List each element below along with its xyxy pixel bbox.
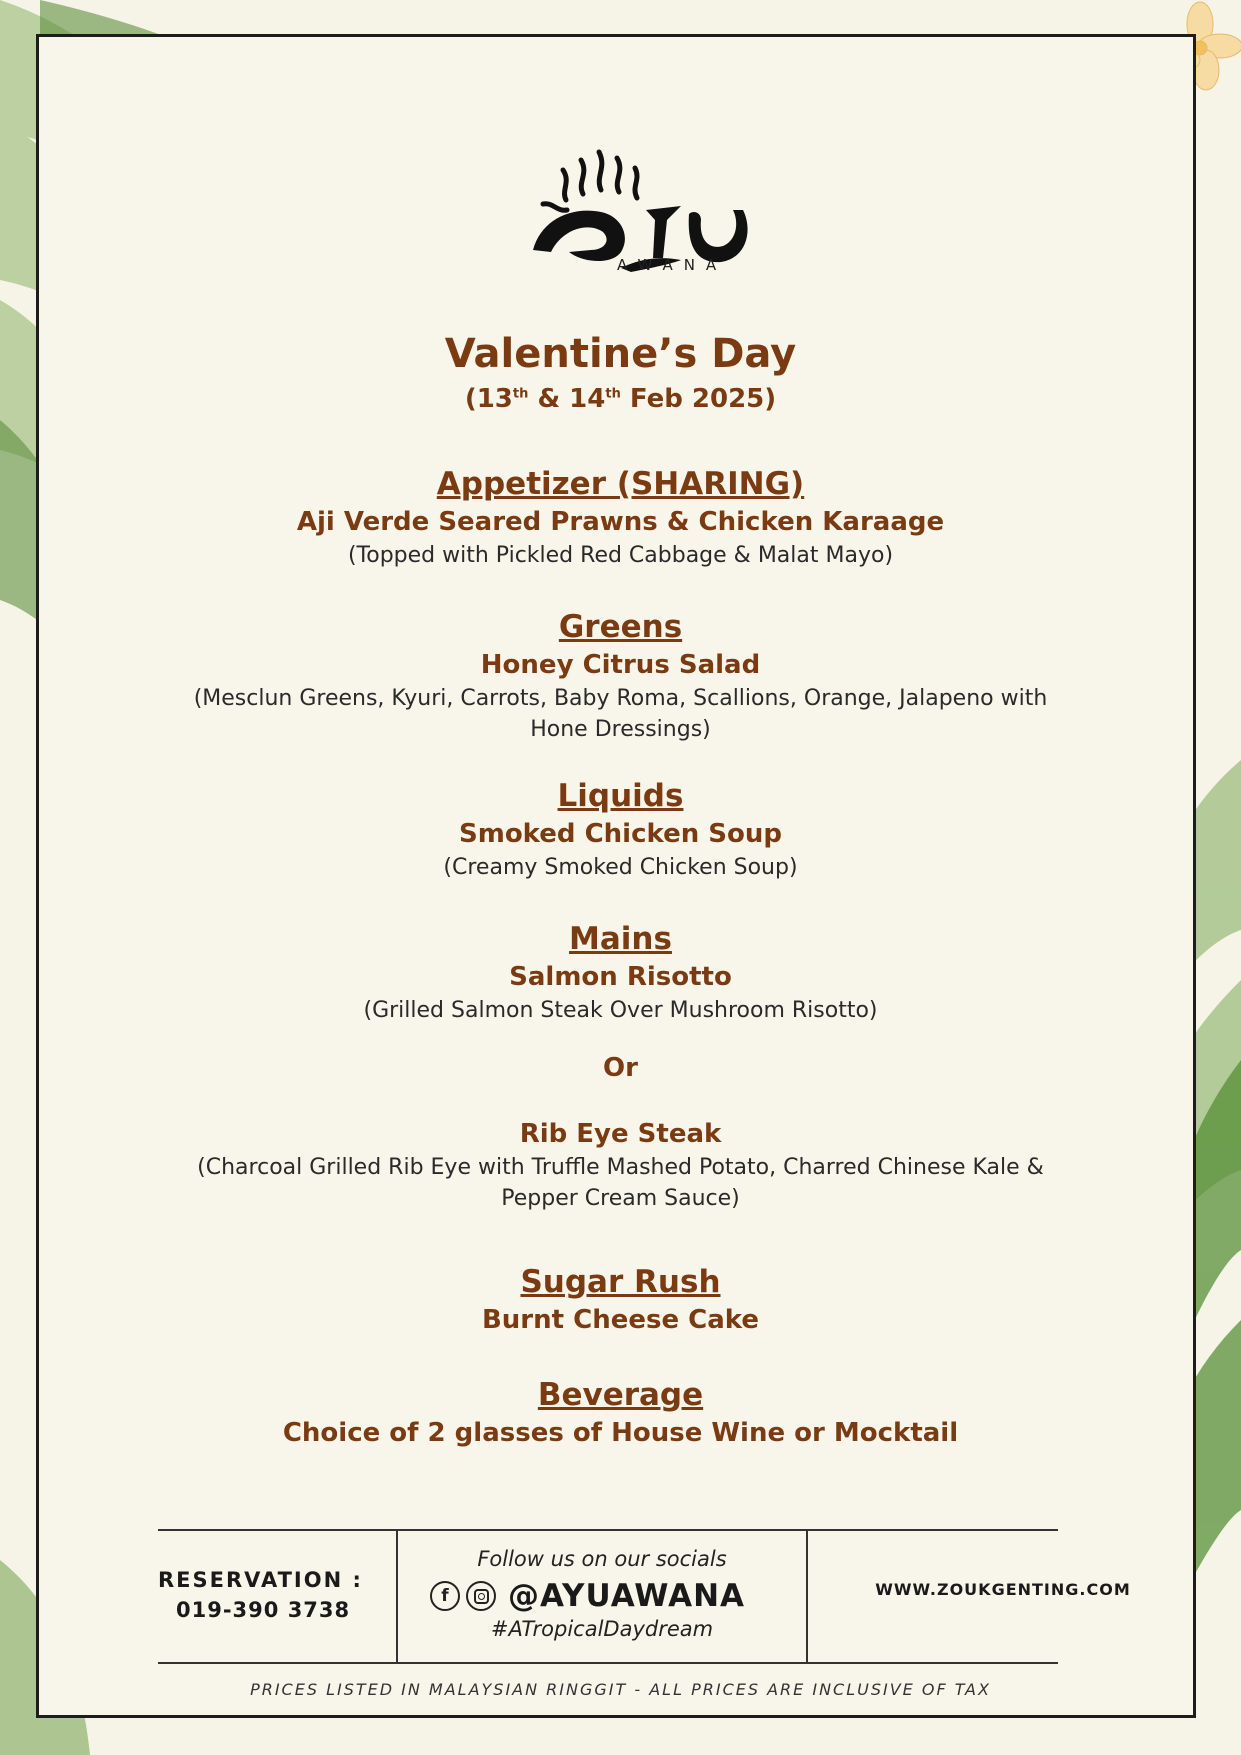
dish-description: (Topped with Pickled Red Cabbage & Malat Mayo) — [347, 543, 894, 568]
dish-name: Honey Citrus Salad — [480, 650, 761, 680]
facebook-icon[interactable]: f — [430, 1581, 460, 1611]
greens-section — [0, 607, 1241, 745]
dish-name: Choice of 2 glasses of House Wine or Mocktail — [282, 1418, 959, 1448]
section-title: Sugar Rush — [520, 1264, 721, 1300]
price-note: PRICES LISTED IN MALAYSIAN RINGGIT - ALL PRICES ARE INCLUSIVE OF TAX — [250, 1680, 991, 1699]
section-title: Beverage — [537, 1377, 704, 1413]
dish-name: Burnt Cheese Cake — [481, 1305, 759, 1335]
dish-name: Salmon Risotto — [509, 962, 732, 992]
website-link[interactable]: WWW.ZOUKGENTING.COM — [875, 1580, 1131, 1599]
dish-description: (Charcoal Grilled Rib Eye with Truffle Mashed Potato, Charred Chinese Kale & Pepper Cream Sauce) — [197, 1155, 1044, 1211]
follow-socials-text: Follow us on our socials — [477, 1547, 727, 1571]
liquids-section — [0, 776, 1241, 883]
footer-bottom-divider — [158, 1662, 1058, 1664]
dish-name: Aji Verde Seared Prawns & Chicken Karaage — [296, 507, 945, 537]
appetizer-section — [0, 464, 1241, 571]
reservation-phone[interactable]: 019-390 3738 — [176, 1598, 351, 1622]
social-handle-row — [430, 1578, 745, 1614]
section-title: Mains — [569, 921, 672, 957]
or-separator: Or — [603, 1053, 638, 1083]
footer-divider-left — [396, 1529, 398, 1664]
dish-description: (Creamy Smoked Chicken Soup) — [443, 855, 798, 880]
section-title: Liquids — [557, 778, 684, 814]
footer-top-divider — [158, 1529, 1058, 1531]
section-title: Greens — [558, 609, 683, 645]
dish-name: Smoked Chicken Soup — [459, 819, 782, 849]
event-dates: (13th & 14th Feb 2025) — [464, 384, 777, 414]
hashtag: #ATropicalDaydream — [490, 1617, 714, 1641]
instagram-icon[interactable] — [466, 1581, 496, 1611]
dish-description: (Mesclun Greens, Kyuri, Carrots, Baby Roma, Scallions, Orange, Jalapeno with Hone Dressings) — [193, 686, 1048, 742]
section-title: Appetizer (SHARING) — [436, 466, 805, 502]
sugar-rush-section — [0, 1262, 1241, 1338]
reservation-label: RESERVATION : — [158, 1568, 363, 1592]
dish-description: (Grilled Salmon Steak Over Mushroom Risotto) — [363, 998, 878, 1023]
beverage-section — [0, 1375, 1241, 1451]
page-title: Valentine’s Day — [444, 331, 797, 377]
dish-name: Rib Eye Steak — [519, 1119, 722, 1149]
mains-section — [0, 919, 1241, 1214]
social-handle[interactable]: @AYUAWANA — [508, 1578, 746, 1614]
logo-subtitle: AWANA — [617, 256, 728, 274]
